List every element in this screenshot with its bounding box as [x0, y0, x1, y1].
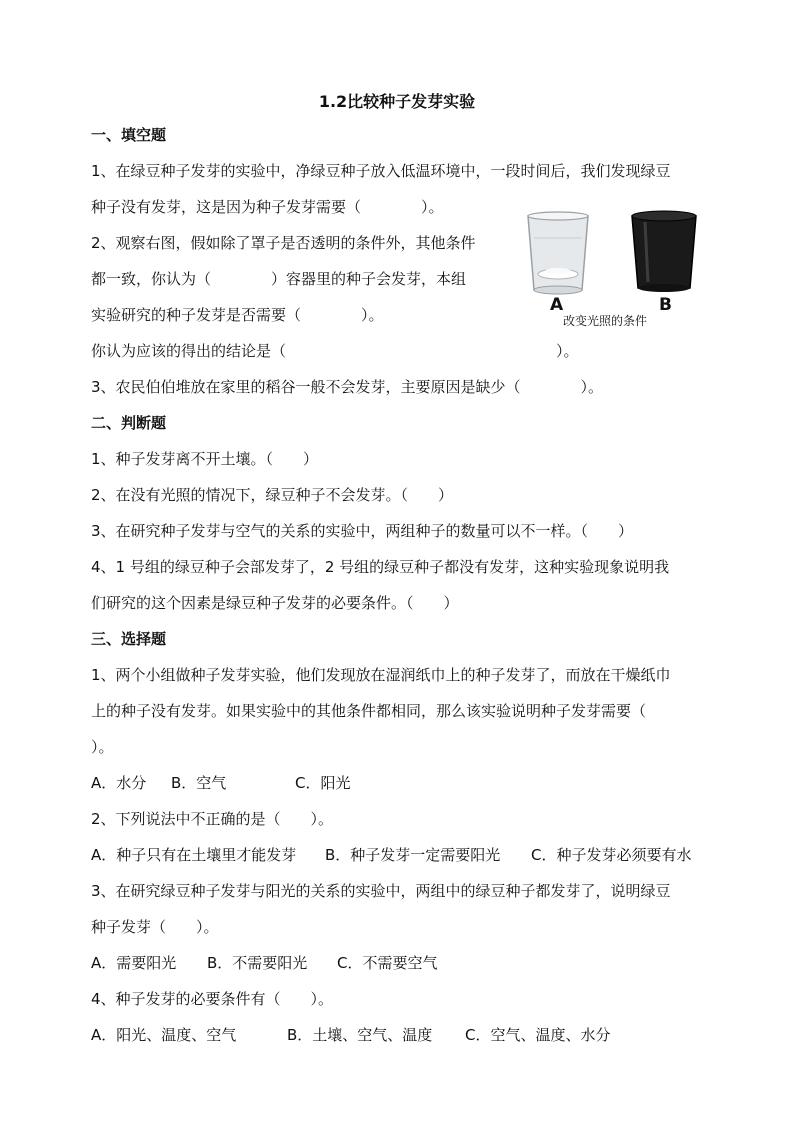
fill-q2-line1: 2、观察右图，假如除了罩子是否透明的条件外，其他条件 [91, 234, 476, 252]
choice-q2: 2、下列说法中不正确的是（ ）。 [91, 810, 334, 828]
choice-q2-option-b: B．种子发芽一定需要阳光 [325, 846, 501, 864]
figure-caption: 改变光照的条件 [563, 314, 648, 328]
containers-illustration [520, 208, 710, 308]
figure-label-a: A [550, 295, 564, 315]
choice-q3-line2: 种子发芽（ ）。 [91, 918, 219, 936]
judge-q2: 2、在没有光照的情况下，绿豆种子不会发芽。（ ） [91, 486, 454, 504]
fill-q2-line2: 都一致，你认为（ ）容器里的种子会发芽，本组 [91, 270, 467, 288]
choice-q1-options [91, 773, 350, 793]
choice-q1-line1: 1、两个小组做种子发芽实验，他们发现放在湿润纸巾上的种子发芽了，而放在干燥纸巾 [91, 666, 671, 684]
judge-q4-line1: 4、1 号组的绿豆种子会部发芽了，2 号组的绿豆种子都没有发芽，这种实验现象说明我 [91, 558, 670, 576]
choice-q2-option-c: C．种子发芽必须要有水 [531, 846, 692, 864]
choice-q4-option-b: B．土壤、空气、温度 [287, 1026, 433, 1044]
figure-label-b: B [659, 295, 672, 315]
fill-q2-line4: 你认为应该的得出的结论是（ ）。 [91, 342, 579, 360]
choice-q1-line2: 上的种子没有发芽。如果实验中的其他条件都相同，那么该实验说明种子发芽需要（ [91, 702, 647, 720]
choice-q3-option-c: C．不需要空气 [337, 954, 438, 972]
choice-q4-options [91, 1025, 610, 1045]
choice-q3-line1: 3、在研究绿豆种子发芽与阳光的关系的实验中，两组中的绿豆种子都发芽了，说明绿豆 [91, 882, 671, 900]
choice-q2-option-a: A．种子只有在土壤里才能发芽 [91, 846, 297, 864]
choice-q1-line3: ）。 [91, 738, 114, 756]
section-choice-heading: 三、选择题 [91, 630, 167, 648]
judge-q1: 1、种子发芽离不开土壤。（ ） [91, 450, 319, 468]
fill-q1-line2: 种子没有发芽，这是因为种子发芽需要（ ）。 [91, 198, 444, 216]
choice-q2-options [91, 845, 691, 865]
choice-q3-options [91, 953, 437, 973]
choice-q4-option-a: A．阳光、温度、空气 [91, 1026, 237, 1044]
choice-q4-option-c: C．空气、温度、水分 [465, 1026, 611, 1044]
choice-q3-option-a: A．需要阳光 [91, 954, 177, 972]
fill-q2-line3: 实验研究的种子发芽是否需要（ ）。 [91, 306, 384, 324]
choice-q3-option-b: B．不需要阳光 [207, 954, 308, 972]
transparent-cup-icon [528, 212, 588, 294]
choice-q1-option-a: A．水分 [91, 774, 147, 792]
fill-q3: 3、农民伯伯堆放在家里的稻谷一般不会发芽，主要原因是缺少（ ）。 [91, 378, 604, 396]
fill-q1-line1: 1、在绿豆种子发芽的实验中，净绿豆种子放入低温环境中，一段时间后，我们发现绿豆 [91, 162, 671, 180]
section-judge-heading: 二、判断题 [91, 414, 167, 432]
section-fill-heading: 一、填空题 [91, 126, 167, 144]
choice-q4: 4、种子发芽的必要条件有（ ）。 [91, 990, 334, 1008]
choice-q1-option-b: B．空气 [171, 774, 227, 792]
page-title: 1.2比较种子发芽实验 [318, 92, 476, 111]
judge-q4-line2: 们研究的这个因素是绿豆种子发芽的必要条件。（ ） [91, 594, 459, 612]
choice-q1-option-c: C．阳光 [295, 774, 351, 792]
judge-q3: 3、在研究种子发芽与空气的关系的实验中，两组种子的数量可以不一样。（ ） [91, 522, 634, 540]
black-cup-icon [632, 211, 696, 292]
